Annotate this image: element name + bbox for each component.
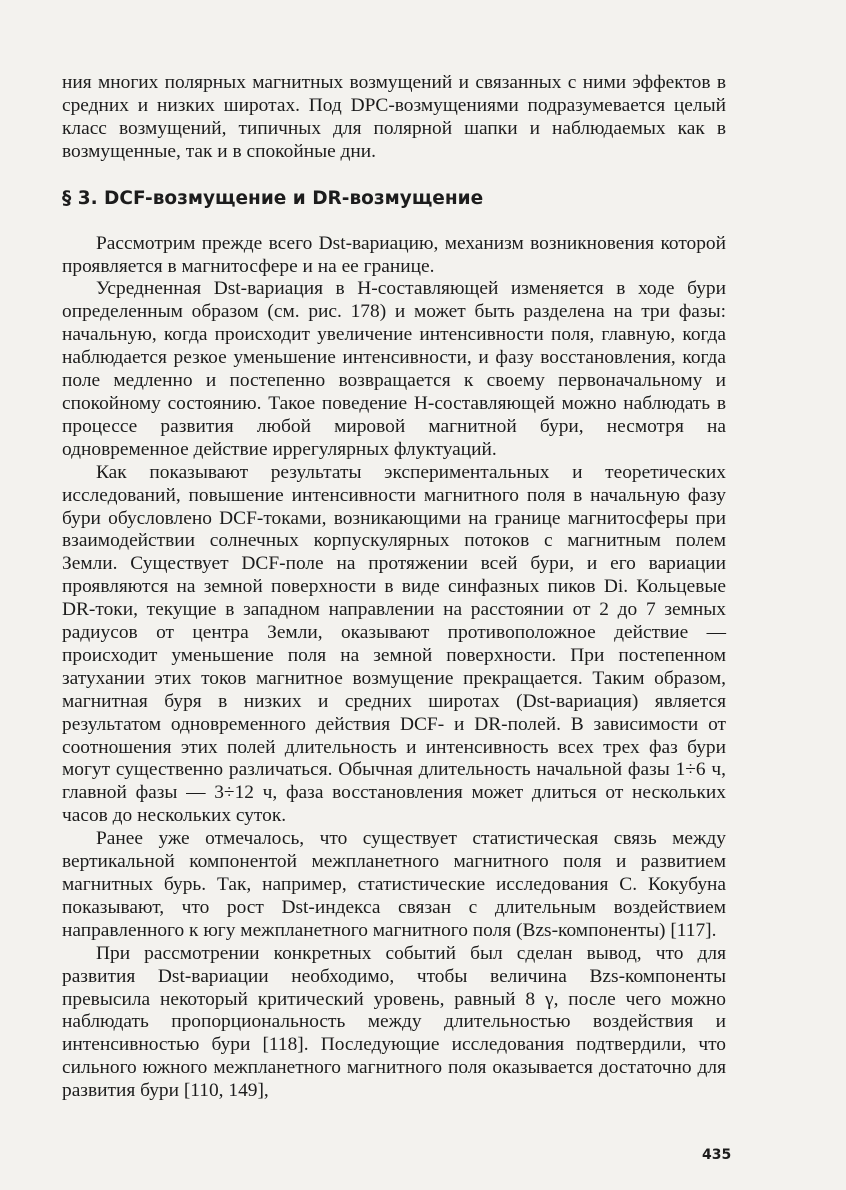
paragraph-1: Рассмотрим прежде всего Dst-вариацию, механизм возникновения которой проявляется в магнитосфере и на ее границе. — [62, 232, 726, 277]
intro-paragraph: ния многих полярных магнитных возмущений и связанных с ними эффектов в средних и низких широтах. Под DPC-возмущениями подразумевается целый класс возмущений, типичных для полярной шапки и наблюдаемых как в возмущенные, так и в спокойные дни. — [62, 72, 726, 162]
paragraph-4: Ранее уже отмечалось, что существует статистическая связь между вертикальной компонентой межпланетного магнитного поля и развитием магнитных бурь. Так, например, статистические исследования С. Кокубуна показывают, что рост Dst-индекса связан с длительным воздействием направленного к югу межпланетного магнитного поля (Bzs-компоненты) [117]. — [62, 828, 726, 941]
document-body — [62, 72, 726, 1103]
paragraph-2: Усредненная Dst-вариация в H-составляющей изменяется в ходе бури определенным образом (см. рис. 178) и может быть разделена на три фазы: начальную, когда происходит увеличение интенсивности поля, главную, когда наблюдается резкое уменьшение интенсивности, и фазу восстановления, когда поле медленно и постепенно возвращается к своему первоначальному и спокойному состоянию. Такое поведение H-составляющей можно наблюдать в процессе развития любой мировой магнитной бури, несмотря на одновременное действие иррегулярных флуктуаций. — [62, 278, 726, 460]
page-number: 435 — [702, 1147, 732, 1163]
paragraph-3: Как показывают результаты экспериментальных и теоретических исследований, повышение интенсивности магнитного поля в начальную фазу бури обусловлено DCF-токами, возникающими на границе магнитосферы при взаимодействии солнечных корпускулярных потоков с магнитным полем Земли. Существует DCF-поле на протяжении всей бури, и его вариации проявляются на земной поверхности в виде синфазных пиков Di. Кольцевые DR-токи, текущие в западном направлении на расстоянии от 2 до 7 земных радиусов от центра Земли, оказывают противоположное действие — происходит уменьшение поля на земной поверхности. При постепенном затухании этих токов магнитное возмущение прекращается. Таким образом, магнитная буря в низких и средних широтах (Dst-вариация) является результатом одновременного действия DCF- и DR-полей. В зависимости от соотношения этих полей длительность и интенсивность всех трех фаз бури могут существенно различаться. Обычная длительность начальной фазы 1÷6 ч, главной фазы — 3÷12 ч, фаза восстановления может длиться от нескольких часов до нескольких суток. — [62, 461, 726, 827]
section-heading: § 3. DCF-возмущение и DR-возмущение — [62, 187, 484, 209]
paragraph-5: При рассмотрении конкретных событий был сделан вывод, что для развития Dst-вариации необходимо, чтобы величина Bzs-компоненты превысила некоторый критический уровень, равный 8 γ, после чего можно наблюдать пропорциональность между длительностью воздействия и интенсивностью бури [118]. Последующие исследования подтвердили, что сильного южного межпланетного магнитного поля оказывается достаточно для развития бури [110, 149], — [62, 942, 726, 1102]
